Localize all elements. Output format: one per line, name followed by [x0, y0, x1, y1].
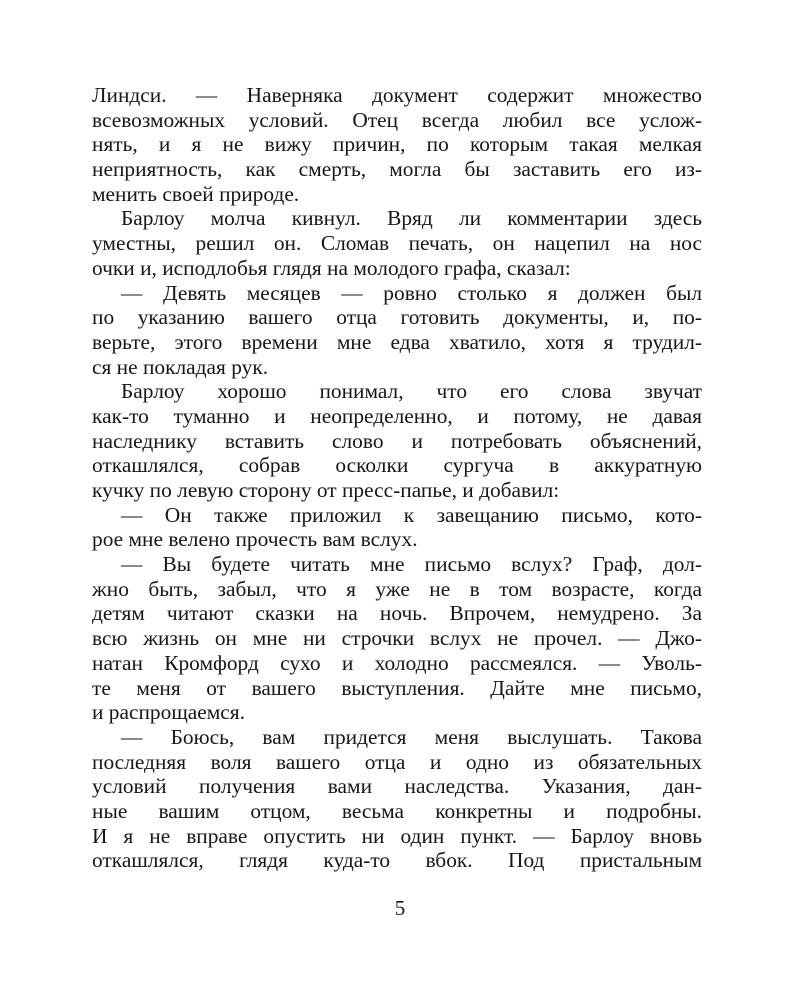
- text-line: неприятность, как смерть, могла бы заставить его из-: [92, 157, 702, 182]
- text-line: по указанию вашего отца готовить документы, и, по-: [92, 305, 702, 330]
- text-line: уместны, решил он. Сломав печать, он нацепил на нос: [92, 231, 702, 256]
- text-line: нять, и я не вижу причин, по которым такая мелкая: [92, 132, 702, 157]
- text-line: откашлялся, собрав осколки сургуча в аккуратную: [92, 453, 702, 478]
- text-line: откашлялся, глядя куда-то вбок. Под пристальным: [92, 848, 702, 873]
- text-line: как-то туманно и неопределенно, и потому, не давая: [92, 403, 702, 428]
- page-number: 5: [394, 896, 406, 920]
- text-line: наследнику вставить слово и потребовать объяснений,: [92, 428, 702, 453]
- text-line: — Он также приложил к завещанию письмо, кото-: [121, 502, 702, 527]
- text-line: ся не покладая рук.: [92, 354, 269, 379]
- body-text: [92, 83, 702, 873]
- text-line: Линдси. — Наверняка документ содержит множество: [92, 83, 702, 107]
- text-line: жно быть, забыл, что я уже не в том возрасте, когда: [92, 576, 702, 601]
- text-line: натан Кромфорд сухо и холодно рассмеялся. — Уволь-: [92, 650, 702, 675]
- text-line: те меня от вашего выступления. Дайте мне письмо,: [92, 675, 702, 700]
- text-line: всевозможных условий. Отец всегда любил все услож-: [92, 107, 702, 132]
- text-line: детям читают сказки на ночь. Впрочем, немудрено. За: [92, 601, 702, 626]
- text-line: — Девять месяцев — ровно столько я должен был: [121, 280, 702, 305]
- text-line: последняя воля вашего отца и одно из обязательных: [92, 749, 702, 774]
- text-line: условий получения вами наследства. Указания, дан-: [92, 774, 702, 799]
- text-line: менить своей природе.: [92, 181, 300, 206]
- text-line: ные вашим отцом, весьма конкретны и подробны.: [92, 798, 702, 823]
- text-line: очки и, исподлобья глядя на молодого графа, сказал:: [92, 255, 571, 280]
- text-line: — Боюсь, вам придется меня выслушать. Такова: [121, 724, 702, 749]
- text-line: и распрощаемся.: [92, 700, 245, 725]
- text-line: кучку по левую сторону от пресс-папье, и добавил:: [92, 478, 560, 502]
- text-line: И я не вправе опустить ни один пункт. — Барлоу вновь: [92, 823, 702, 848]
- text-line: верьте, этого времени мне едва хватило, хотя я трудил-: [92, 329, 702, 354]
- text-line: всю жизнь он мне ни строчки вслух не прочел. — Джо-: [92, 626, 702, 651]
- text-line: Барлоу молча кивнул. Вряд ли комментарии здесь: [121, 206, 702, 231]
- text-line: Барлоу хорошо понимал, что его слова звучат: [121, 379, 702, 404]
- text-line: рое мне велено прочесть вам вслух.: [92, 527, 418, 552]
- text-line: — Вы будете читать мне письмо вслух? Граф, дол-: [121, 552, 702, 577]
